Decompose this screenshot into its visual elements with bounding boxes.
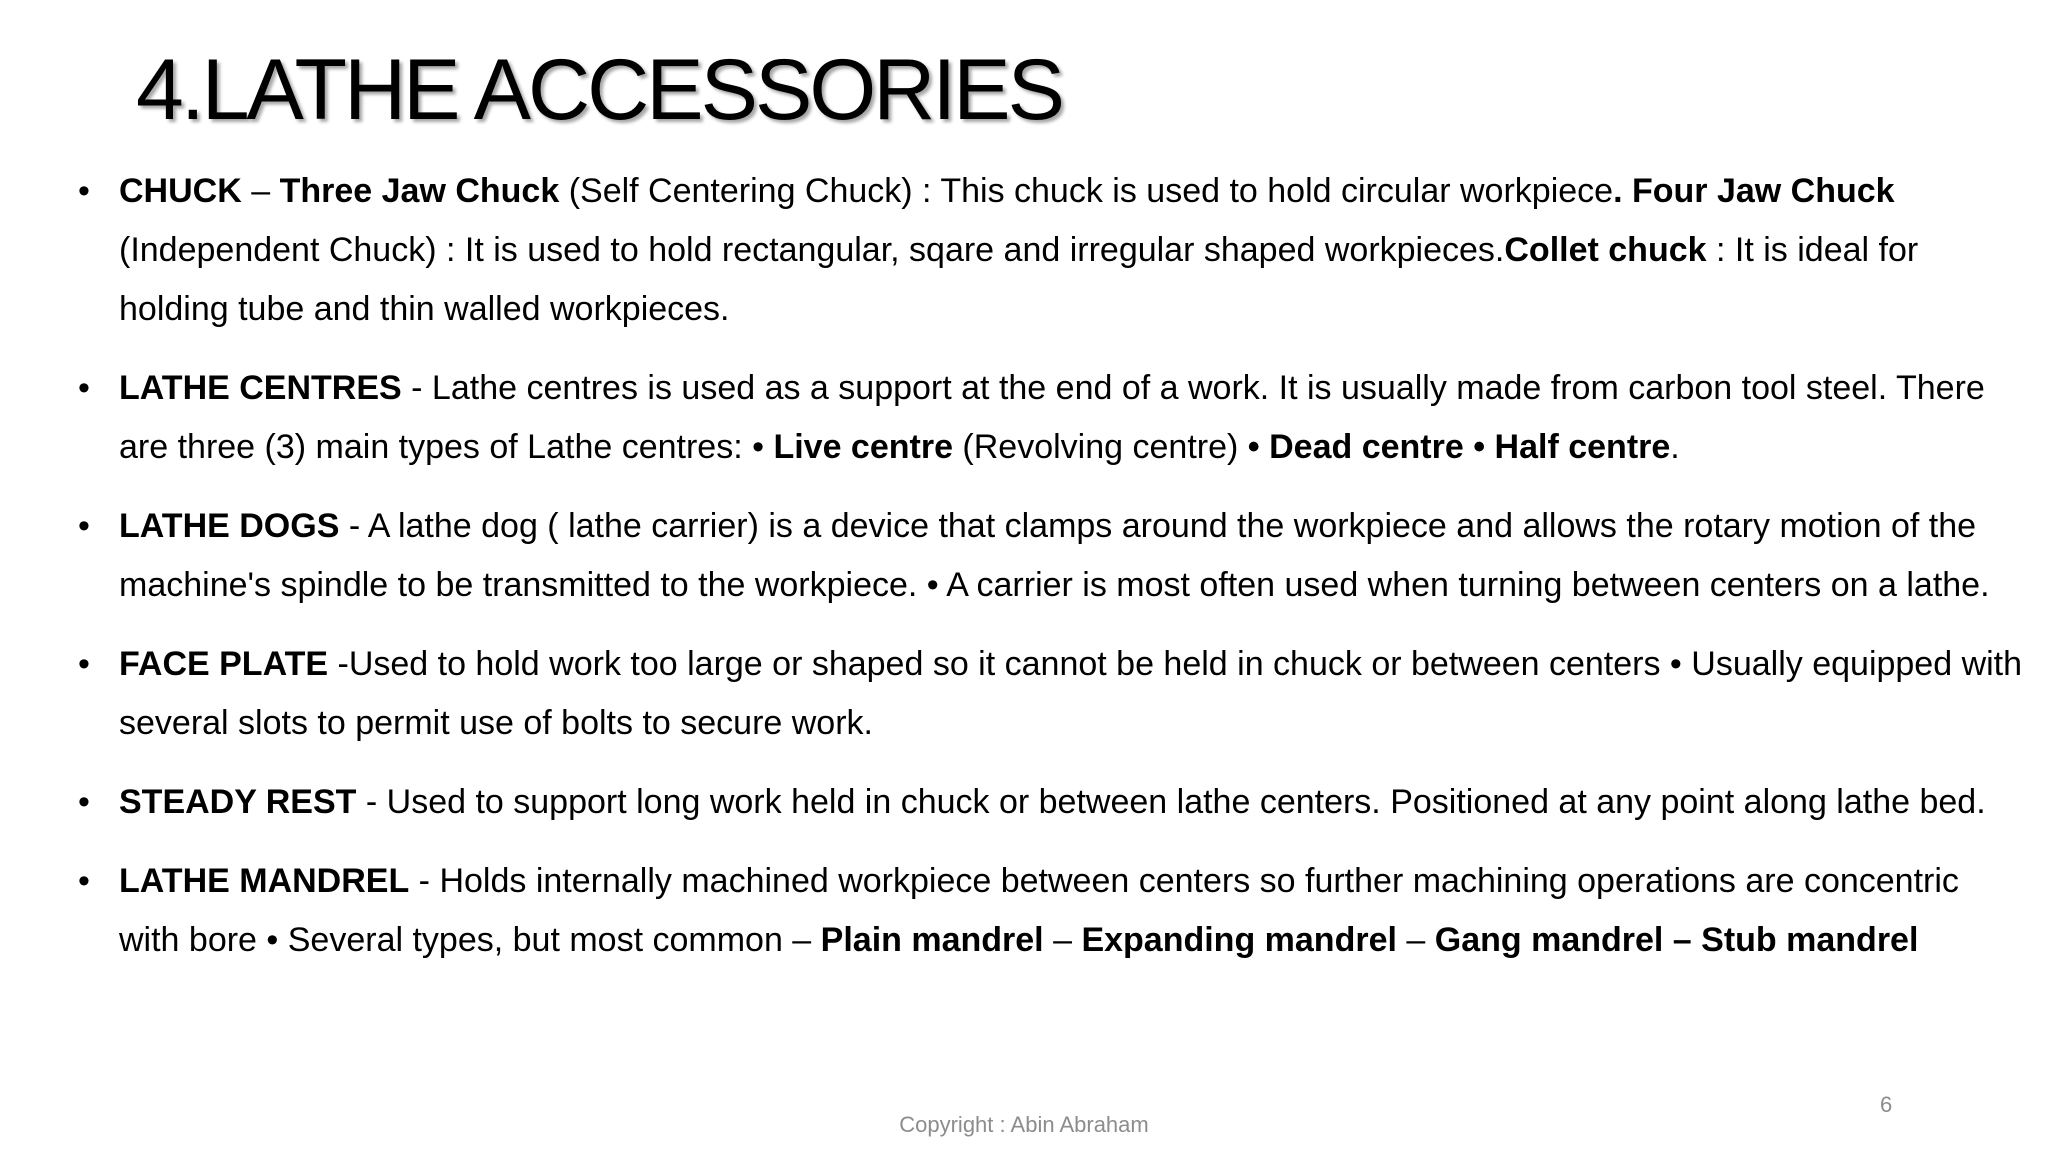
text-segment: - A lathe dog ( lathe carrier) is a device that clamps around the workpiece and allows the rotary motion of the machine's spindle to be transmitted to the workpiece. • A carrier is most often used when turning between centers on a lathe. [119,507,1990,604]
term-collet-chuck: Collet chuck [1504,231,1707,269]
bullet-item-lathe-centres [0,359,2048,477]
bullet-item-steady-rest [0,773,2048,832]
bullet-dot: • [78,507,90,545]
bullet-dot: • [78,172,90,210]
bullet-text-steady-rest [119,783,1986,821]
term-lathe-mandrel: LATHE MANDREL [119,862,410,900]
bullet-item-face-plate [0,635,2048,753]
bullet-dot: • [78,783,90,821]
bullet-text-chuck [119,172,1918,328]
slide-title: 4.LATHE ACCESSORIES [136,42,1062,138]
bullet-item-chuck [0,162,2048,339]
bullet-dot: • [78,645,90,683]
text-segment: (Independent Chuck) : It is used to hold rectangular, sqare and irregular shaped workpieces. [119,231,1505,269]
text-segment: - Used to support long work held in chuck or between lathe centers. Positioned at any point along lathe bed. [356,783,1986,821]
term-expanding-mandrel: Expanding mandrel [1081,921,1397,959]
term-lathe-dogs: LATHE DOGS [119,507,340,545]
copyright-footer: Copyright : Abin Abraham [899,1112,1149,1137]
page-number: 6 [1880,1092,1893,1117]
text-segment: – [1043,921,1082,959]
bullet-item-lathe-mandrel [0,852,2048,970]
term-lathe-centres: LATHE CENTRES [119,369,402,407]
term-steady-rest: STEADY REST [119,783,357,821]
bullet-text-lathe-centres [119,369,1985,466]
bullet-item-lathe-dogs [0,497,2048,615]
text-segment: (Revolving centre) [952,428,1248,466]
bullet-text-lathe-mandrel [119,862,1959,959]
bullet-text-lathe-dogs [119,507,1990,604]
term-four-jaw-chuck: . Four Jaw Chuck [1613,172,1895,210]
text-segment: - Holds internally machined workpiece between centers so further machining operations are concentric with bore • Several types, but most common – [119,862,1959,959]
term-gang-stub-mandrel: Gang mandrel – Stub mandrel [1434,921,1919,959]
text-segment: . [1670,428,1680,466]
bullet-dot: • [78,369,90,407]
bullet-text-face-plate [119,645,2022,742]
text-segment: -Used to hold work too large or shaped so it cannot be held in chuck or between centers • Usually equipped with several slots to permit use of bolts to secure work. [119,645,2023,742]
term-plain-mandrel: Plain mandrel [820,921,1044,959]
bullet-list [0,162,2048,990]
text-segment: – [1396,921,1435,959]
term-live-centre: Live centre [773,428,953,466]
text-segment: : It is ideal for holding tube and thin walled workpieces. [119,231,1919,328]
text-segment: – [241,172,280,210]
term-dead-half-centre: • Dead centre • Half centre [1247,428,1671,466]
term-three-jaw-chuck: Three Jaw Chuck [279,172,560,210]
text-segment: - Lathe centres is used as a support at the end of a work. It is usually made from carbon tool steel. There are three (3) main types of Lathe centres: • [119,369,1985,466]
bullet-dot: • [78,862,90,900]
text-segment: (Self Centering Chuck) : This chuck is used to hold circular workpiece [559,172,1614,210]
term-chuck: CHUCK [119,172,242,210]
term-face-plate: FACE PLATE [119,645,329,683]
